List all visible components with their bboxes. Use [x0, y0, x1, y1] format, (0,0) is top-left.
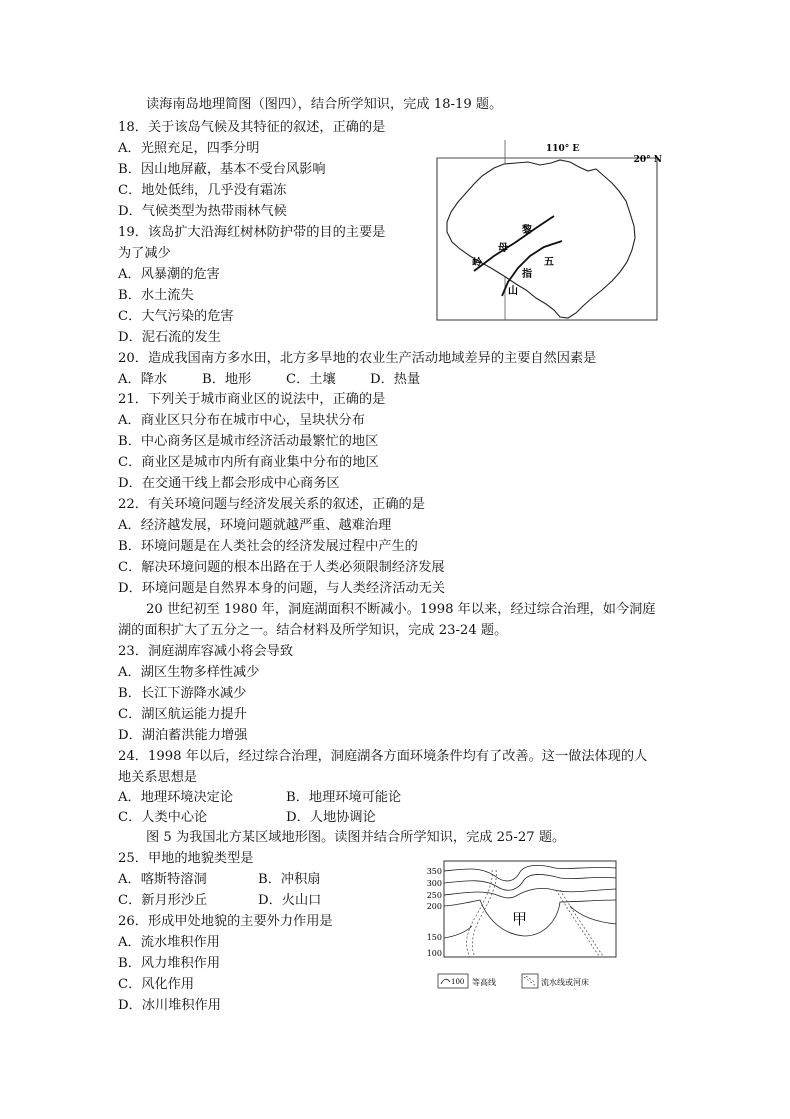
q23-option-b: B．长江下游降水减少 — [118, 686, 247, 701]
map-char-shan: 山 — [508, 286, 518, 297]
longitude-label: 110° E — [546, 144, 580, 154]
contour-label-350: 350 — [426, 867, 442, 876]
q21-option-a: A．商业区只分布在城市中心，呈块状分布 — [118, 413, 365, 428]
q20-option-c: C．土壤 — [286, 372, 336, 387]
q24-stem-line2: 地关系思想是 — [118, 770, 198, 785]
contour-label-300: 300 — [426, 879, 442, 888]
q21-option-c: C．商业区是城市内所有商业集中分布的地区 — [118, 455, 379, 470]
latitude-label: 20° N — [633, 155, 662, 165]
contour-300 — [444, 875, 616, 891]
q22-option-c: C．解决环境问题的根本出路在于人类必须限制经济发展 — [118, 560, 445, 575]
q24-option-b: B．地理环境可能论 — [286, 790, 402, 805]
q23-option-a: A．湖区生物多样性减少 — [118, 665, 260, 680]
q20-stem: 20．造成我国南方多水田，北方多旱地的农业生产活动地域差异的主要自然因素是 — [118, 351, 597, 366]
q24-options-row2 — [118, 808, 376, 828]
q24-option-d: D．人地协调论 — [286, 810, 376, 825]
q24-option-a: A．地理环境决定论 — [118, 790, 234, 805]
contour-label-100: 100 — [426, 949, 442, 958]
river-east-a — [556, 890, 600, 957]
legend-contour-icon — [441, 979, 450, 984]
q24-stem-line1: 24．1998 年以后，经过综合治理，洞庭湖各方面环境条件均有了改善。这一做法体现的人 — [118, 749, 648, 764]
intro-q23-24-line2: 湖的面积扩大了五分之一。结合材料及所学知识，完成 23-24 题。 — [118, 623, 508, 638]
q18-option-b: B．因山地屏蔽，基本不受台风影响 — [118, 162, 326, 177]
legend-river-box — [522, 974, 538, 988]
contour-150 — [444, 926, 472, 938]
q20-options — [118, 370, 420, 390]
intro-q25-27: 图 5 为我国北方某区域地形图。读图并结合所学知识，完成 25-27 题。 — [146, 830, 566, 845]
q21-option-b: B．中心商务区是城市经济活动最繁忙的地区 — [118, 434, 379, 449]
legend-contour-sample: 100 — [451, 978, 465, 986]
q25-stem: 25．甲地的地貌类型是 — [118, 851, 254, 866]
intro-q23-24-line1: 20 世纪初至 1980 年，洞庭湖面积不断减小。1998 年以来，经过综合治理，如今洞庭 — [146, 602, 656, 617]
q18-stem: 18．关于该岛气候及其特征的叙述，正确的是 — [118, 120, 386, 135]
q25-options-row2 — [118, 891, 321, 911]
q22-option-d: D．环境问题是自然界本身的问题，与人类经济活动无关 — [118, 581, 446, 596]
q18-option-d: D．气候类型为热带雨林气候 — [118, 204, 287, 219]
q22-stem: 22．有关环境问题与经济发展关系的叙述，正确的是 — [118, 497, 425, 512]
q25-option-b: B．冲积扇 — [258, 872, 321, 887]
contour-label-250: 250 — [426, 891, 442, 900]
q20-option-b: B．地形 — [202, 372, 252, 387]
q26-option-d: D．冰川堆积作用 — [118, 998, 221, 1013]
place-jia-label: 甲 — [512, 910, 528, 928]
q26-stem: 26．形成甲处地貌的主要外力作用是 — [118, 914, 333, 929]
river-west-b — [472, 870, 496, 957]
q23-option-d: D．湖泊蓄洪能力增强 — [118, 728, 248, 743]
q18-option-c: C．地处低纬，几乎没有霜冻 — [118, 183, 287, 198]
q19-stem-line2: 为了减少 — [118, 246, 171, 261]
intro-q18-19: 读海南岛地理简图（图四），结合所学知识，完成 18-19 题。 — [146, 97, 503, 112]
contour-350 — [444, 865, 616, 881]
q24-option-c: C．人类中心论 — [118, 810, 208, 825]
q21-stem: 21．下列关于城市商业区的说法中，正确的是 — [118, 392, 386, 407]
q25-options-row1 — [118, 870, 320, 890]
q21-option-d: D．在交通干线上都会形成中心商务区 — [118, 476, 340, 491]
q26-option-c: C．风化作用 — [118, 977, 195, 992]
q19-stem-line1: 19．该岛扩大沿海红树林防护带的目的主要是 — [118, 225, 386, 240]
q22-option-b: B．环境问题是在人类社会的经济发展过程中产生的 — [118, 539, 418, 554]
q26-option-a: A．流水堆积作用 — [118, 935, 220, 950]
legend-river-text: 流水线或河床 — [541, 978, 589, 987]
map-char-mu: 母 — [498, 243, 508, 254]
river-east-b — [560, 890, 604, 957]
q23-option-c: C．湖区航运能力提升 — [118, 707, 247, 722]
q25-option-a: A．喀斯特溶洞 — [118, 872, 207, 887]
q22-option-a: A．经济越发展，环境问题就越严重、越难治理 — [118, 518, 392, 533]
hainan-map — [436, 138, 662, 322]
q24-options-row1 — [118, 788, 401, 808]
contour-map — [420, 856, 620, 992]
map-char-ling: 岭 — [472, 258, 482, 269]
q19-option-d: D．泥石流的发生 — [118, 330, 221, 345]
contour-label-150: 150 — [426, 933, 442, 942]
contour-label-200: 200 — [426, 902, 442, 911]
map-char-wu: 五 — [544, 257, 554, 268]
q23-stem: 23．洞庭湖库容减小将会导致 — [118, 644, 294, 659]
q20-option-d: D．热量 — [370, 372, 421, 387]
map-char-zhi: 指 — [522, 269, 532, 280]
contour-250 — [444, 888, 616, 898]
q20-option-a: A．降水 — [118, 372, 168, 387]
q26-option-b: B．风力堆积作用 — [118, 956, 221, 971]
q18-option-a: A．光照充足，四季分明 — [118, 141, 260, 156]
legend-contour-text: 等高线 — [472, 978, 496, 987]
contour-150-east — [570, 906, 616, 924]
hainan-coastline — [447, 160, 635, 318]
q25-option-d: D．火山口 — [258, 893, 322, 908]
q19-option-a: A．风暴潮的危害 — [118, 267, 220, 282]
q25-option-c: C．新月形沙丘 — [118, 893, 208, 908]
q19-option-b: B．水土流失 — [118, 288, 194, 303]
q19-option-c: C．大气污染的危害 — [118, 309, 234, 324]
map-char-li: 黎 — [522, 225, 532, 236]
